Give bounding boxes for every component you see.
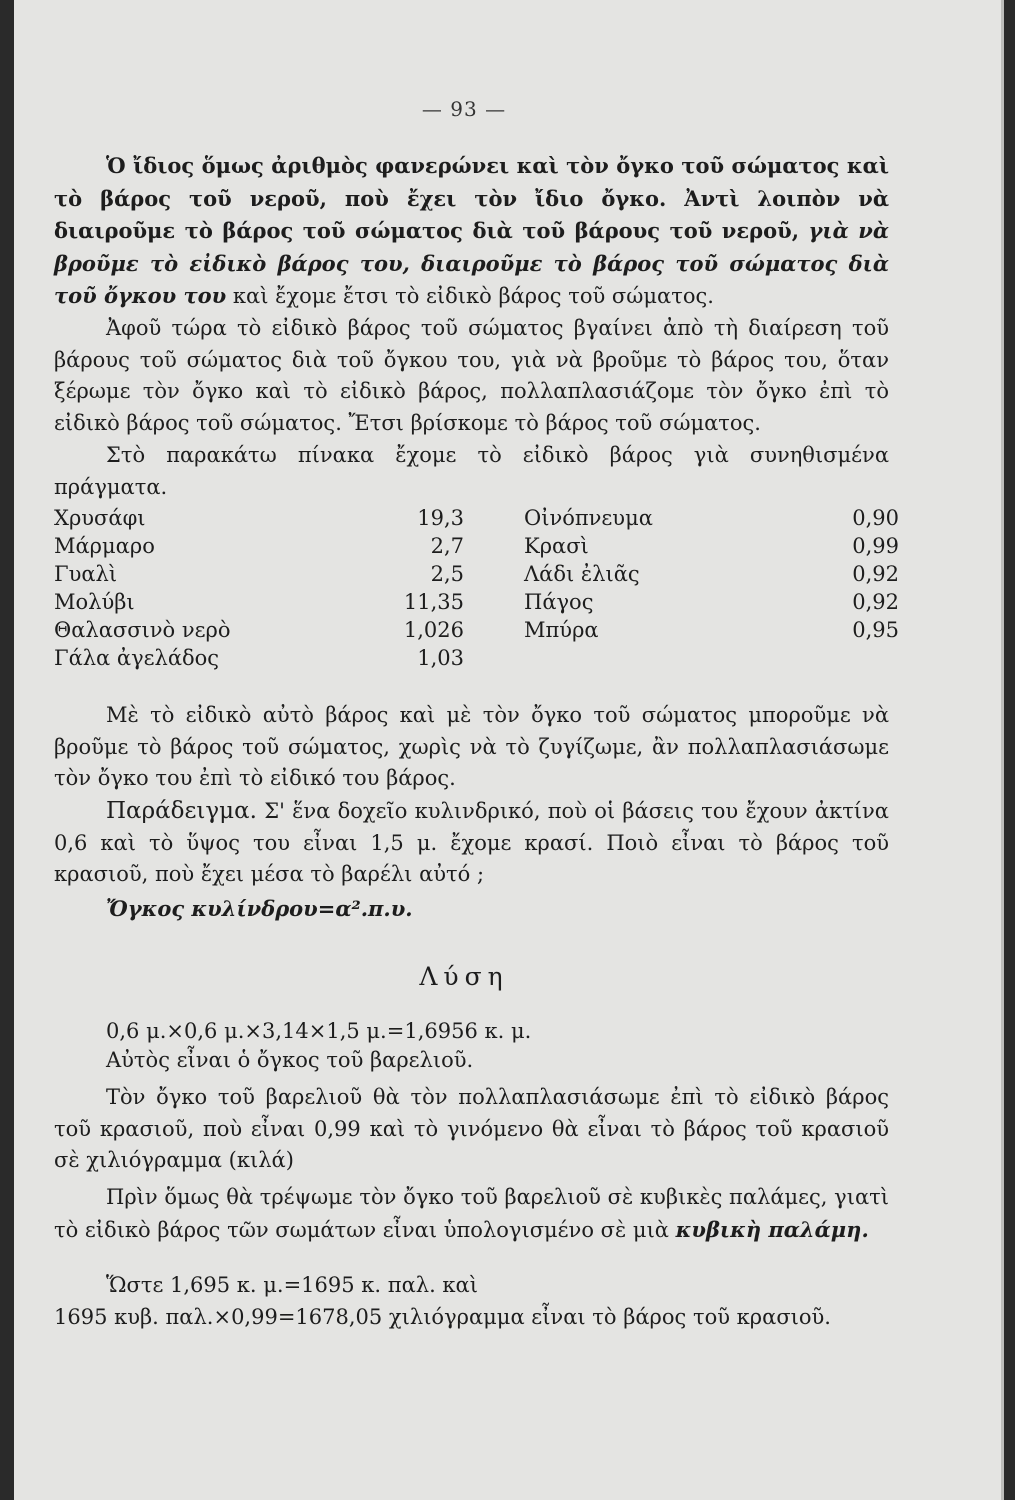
table-row bbox=[54, 562, 914, 590]
material-value: 0,92 bbox=[852, 562, 899, 586]
material-name: Μπύρα bbox=[524, 618, 599, 642]
solution-volume-line: Αὐτὸς εἶναι ὁ ὄγκος τοῦ βαρελιοῦ. bbox=[106, 1048, 474, 1072]
material-name: Γάλα ἀγελάδος bbox=[54, 646, 220, 670]
material-name: Οἰνόπνευμα bbox=[524, 506, 653, 530]
solution-conversion-line: Ὥστε 1,695 κ. μ.=1695 κ. παλ. καὶ bbox=[106, 1273, 478, 1297]
specific-weight-table bbox=[54, 506, 914, 674]
paragraph-weight-rule: Ἀφοῦ τώρα τὸ εἰδικὸ βάρος τοῦ σώματος βγαίνει ἀπὸ τὴ διαίρεση τοῦ βάρους τοῦ σώματος διὰ τοῦ ὄγκου του, γιὰ νὰ βροῦμε τὸ βάρος του, ὅταν ξέρωμε τὸν ὄγκο καὶ τὸ εἰδικὸ βάρος, πολλαπλασιάζομε τὸν ὄγκο ἐπὶ τὸ εἰδικὸ βάρος τοῦ σώματος. Ἔτσι βρίσκομε τὸ βάρος τοῦ σώματος. bbox=[54, 316, 889, 435]
intro-text-end: καὶ ἔχομε ἔτσι τὸ εἰδικὸ βάρος τοῦ σώματος. bbox=[226, 284, 714, 308]
paragraph-convert bbox=[54, 1182, 889, 1246]
book-page bbox=[14, 0, 1004, 1500]
material-value: 0,99 bbox=[852, 534, 899, 558]
table-row bbox=[54, 618, 914, 646]
paragraph-weight-use: Μὲ τὸ εἰδικὸ αὐτὸ βάρος καὶ μὲ τὸν ὄγκο τοῦ σώματος μποροῦμε νὰ βροῦμε τὸ βάρος τοῦ σώματος, χωρὶς νὰ τὸ ζυγίζωμε, ἂν πολλαπλασιάσωμε τὸν ὄγκο του ἐπὶ τὸ εἰδικό του βάρος. bbox=[54, 703, 889, 790]
cylinder-volume-formula: Ὄγκος κυλίνδρου=α².π.υ. bbox=[106, 896, 413, 921]
solution-heading: Λύση bbox=[419, 962, 509, 991]
material-value: 19,3 bbox=[417, 506, 464, 530]
material-name: Μολύβι bbox=[54, 590, 135, 614]
material-value: 2,5 bbox=[430, 562, 464, 586]
paragraph-example bbox=[54, 796, 889, 891]
solution-calculation: 0,6 μ.×0,6 μ.×3,14×1,5 μ.=1,6956 κ. μ. bbox=[106, 1019, 532, 1043]
convert-text-italic: κυβικὴ παλάμη. bbox=[675, 1216, 869, 1242]
material-value: 11,35 bbox=[403, 590, 464, 614]
table-row bbox=[54, 646, 914, 674]
solution-final-line: 1695 κυβ. παλ.×0,99=1678,05 χιλιόγραμμα εἶναι τὸ βάρος τοῦ κρασιοῦ. bbox=[54, 1305, 831, 1329]
material-name: Κρασὶ bbox=[524, 534, 589, 558]
material-name: Χρυσάφι bbox=[54, 506, 146, 530]
material-value: 1,026 bbox=[403, 618, 464, 642]
material-value: 0,90 bbox=[852, 506, 899, 530]
example-label: Παράδειγμα. bbox=[106, 798, 257, 824]
material-name: Γυαλὶ bbox=[54, 562, 118, 586]
intro-text-bold-start: Ὁ ἴδιος ὅμως ἀριθμὸς φανερώνει καὶ τὸν ὄγκο τοῦ σώματος καὶ τὸ βάρος τοῦ νεροῦ, ποὺ ἔχει τὸν ἴδιο ὄγκο. Ἀντὶ λοιπὸν νὰ διαιροῦμε τὸ βάρος τοῦ σώματος διὰ τοῦ βάρους τοῦ νεροῦ, bbox=[54, 153, 889, 243]
paragraph-intro bbox=[54, 150, 889, 313]
convert-text: Πρὶν ὅμως θὰ τρέψωμε τὸν ὄγκο τοῦ βαρελιοῦ σὲ κυβικὲς παλάμες, γιατὶ τὸ εἰδικὸ βάρος τῶν σωμάτων εἶναι ὑπολογισμένο σὲ μιὰ bbox=[54, 1185, 889, 1242]
table-row bbox=[54, 534, 914, 562]
material-value: 0,92 bbox=[852, 590, 899, 614]
paragraph-table-intro: Στὸ παρακάτω πίνακα ἔχομε τὸ εἰδικὸ βάρος γιὰ συνηθισμένα πράγματα. bbox=[54, 443, 889, 499]
paragraph-multiply: Τὸν ὄγκο τοῦ βαρελιοῦ θὰ τὸν πολλαπλασιάσωμε ἐπὶ τὸ εἰδικὸ βάρος τοῦ κρασιοῦ, ποὺ εἶναι 0,99 καὶ τὸ γινόμενο θὰ εἶναι τὸ βάρος τοῦ κρασιοῦ σὲ χιλιόγραμμα (κιλά) bbox=[54, 1085, 889, 1172]
material-value: 2,7 bbox=[430, 534, 464, 558]
material-name: Μάρμαρο bbox=[54, 534, 155, 558]
table-row bbox=[54, 506, 914, 534]
material-value: 0,95 bbox=[852, 618, 899, 642]
material-value: 1,03 bbox=[417, 646, 464, 670]
table-row bbox=[54, 590, 914, 618]
example-text: Σ' ἕνα δοχεῖο κυλινδρικό, ποὺ οἱ βάσεις του ἔχουν ἀκτίνα 0,6 καὶ τὸ ὕψος του εἶναι 1,5 μ. ἔχομε κρασί. Ποιὸ εἶναι τὸ βάρος τοῦ κρασιοῦ, ποὺ ἔχει μέσα τὸ βαρέλι αὐτό ; bbox=[54, 799, 889, 886]
intro-text-italic: γιὰ νὰ βροῦμε τὸ εἰδικὸ βάρος του, διαιροῦμε τὸ βάρος τοῦ σώματος διὰ τοῦ ὄγκου του bbox=[54, 218, 889, 308]
material-name: Πάγος bbox=[524, 590, 594, 614]
material-name: Θαλασσινὸ νερὸ bbox=[54, 618, 231, 642]
page-number: — 93 — bbox=[421, 97, 507, 121]
material-name: Λάδι ἐλιᾶς bbox=[524, 562, 640, 586]
